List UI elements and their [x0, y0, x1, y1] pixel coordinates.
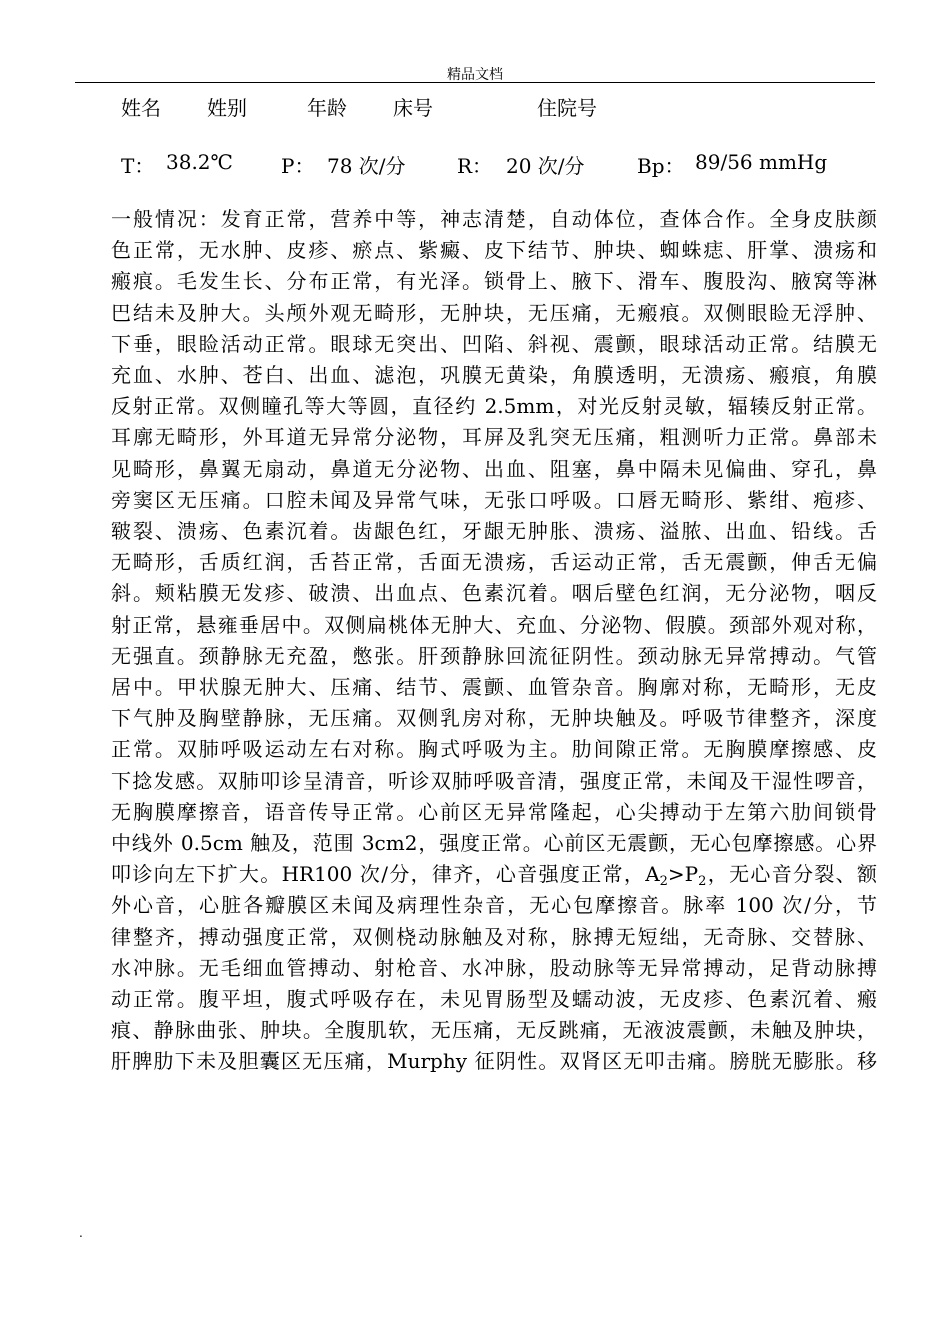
- exam-line: 射正常，悬雍垂居中。双侧扁桃体无肿大、充血、分泌物、假膜。颈部外观对称，: [111, 612, 877, 637]
- exam-line: 动正常。腹平坦，腹式呼吸存在，未见胃肠型及蠕动波，无皮疹、色素沉着、瘢: [111, 987, 877, 1012]
- exam-line: 巴结未及肿大。头颅外观无畸形，无肿块，无压痛，无瘢痕。双侧眼睑无浮肿、: [111, 300, 877, 325]
- heart-line-before: 叩诊向左下扩大。HR100 次/分，律齐，心音强度正常，A: [111, 862, 660, 887]
- admission-number-label: 住院号: [537, 96, 597, 120]
- exam-line: 居中。甲状腺无肿大、压痛、结节、震颤、血管杂音。胸廓对称，无畸形，无皮: [111, 675, 877, 700]
- exam-line: 无畸形，舌质红润，舌苔正常，舌面无溃疡，舌运动正常，舌无震颤，伸舌无偏: [111, 550, 877, 575]
- name-label: 姓名: [121, 96, 161, 120]
- sex-label: 姓别: [207, 96, 247, 120]
- exam-line: 无强直。颈静脉无充盈，憋张。肝颈静脉回流征阴性。颈动脉无异常搏动。气管: [111, 643, 877, 668]
- exam-line: 皲裂、溃疡、色素沉着。齿龈色红，牙龈无肿胀、溃疡、溢脓、出血、铅线。舌: [111, 519, 877, 544]
- exam-line: 见畸形，鼻翼无扇动，鼻道无分泌物、出血、阻塞，鼻中隔未见偏曲、穿孔，鼻: [111, 456, 877, 481]
- exam-line: 一般情况：发育正常，营养中等，神志清楚，自动体位，查体合作。全身皮肤颜: [111, 207, 877, 231]
- heart-line-mid: >P: [667, 862, 699, 887]
- exam-line: 外心音，心脏各瓣膜区未闻及病理性杂音，无心包摩擦音。脉率 100 次/分，节: [111, 893, 877, 918]
- temperature-value: 38.2℃: [166, 150, 233, 174]
- exam-line: 正常。双肺呼吸运动左右对称。胸式呼吸为主。肋间隙正常。无胸膜摩擦感、皮: [111, 737, 877, 762]
- heart-line-after: ，无心音分裂、额: [706, 862, 878, 887]
- blood-pressure-value: 89/56 mmHg: [695, 150, 828, 174]
- exam-line: 旁窦区无压痛。口腔未闻及异常气味，无张口呼吸。口唇无畸形、紫绀、疱疹、: [111, 487, 877, 512]
- exam-line: 斜。颊粘膜无发疹、破溃、出血点、色素沉着。咽后壁色红润，无分泌物，咽反: [111, 581, 877, 606]
- exam-line: 瘢痕。毛发生长、分布正常，有光泽。锁骨上、腋下、滑车、腹股沟、腋窝等淋: [111, 269, 877, 294]
- bed-label: 床号: [393, 96, 433, 120]
- exam-line: 耳廓无畸形，外耳道无异常分泌物，耳屏及乳突无压痛，粗测听力正常。鼻部未: [111, 425, 877, 450]
- exam-line: 下垂，眼睑活动正常。眼球无突出、凹陷、斜视、震颤，眼球活动正常。结膜无: [111, 331, 877, 356]
- footer-dot: .: [79, 1226, 83, 1240]
- vitals-row: [0, 150, 950, 176]
- exam-line: 色正常，无水肿、皮疹、瘀点、紫癜、皮下结节、肿块、蜘蛛痣、肝掌、溃疡和: [111, 238, 877, 263]
- header-divider: [75, 82, 875, 83]
- header-watermark-text: 精品文档: [447, 67, 503, 83]
- pulse-value: 78 次/分: [327, 154, 406, 178]
- exam-line: 反射正常。双侧瞳孔等大等圆，直径约 2.5mm，对光反射灵敏，辐辏反射正常。: [111, 394, 877, 419]
- exam-line-heart-sounds: [111, 859, 877, 890]
- exam-line: 律整齐，搏动强度正常，双侧桡动脉触及对称，脉搏无短绌，无奇脉、交替脉、: [111, 924, 877, 949]
- exam-line: 水冲脉。无毛细血管搏动、射枪音、水冲脉，股动脉等无异常搏动，足背动脉搏: [111, 955, 877, 980]
- heart-line-sub-p: 2: [698, 874, 707, 890]
- exam-line: 下捻发感。双肺叩诊呈清音，听诊双肺呼吸音清，强度正常，未闻及干湿性啰音，: [111, 768, 877, 793]
- respiration-value: 20 次/分: [506, 154, 585, 178]
- exam-line: 中线外 0.5cm 触及，范围 3cm2，强度正常。心前区无震颤，无心包摩擦感。心界: [111, 831, 877, 856]
- patient-info-row: [0, 92, 950, 118]
- exam-line: 痕、静脉曲张、肿块。全腹肌软，无压痛，无反跳痛，无液波震颤，未触及肿块，: [111, 1018, 877, 1043]
- pulse-label: P：: [281, 154, 315, 178]
- exam-line: 肝脾肋下未及胆囊区无压痛，Murphy 征阴性。双肾区无叩击痛。膀胱无膨胀。移: [111, 1049, 877, 1074]
- physical-exam-text: [111, 204, 877, 1078]
- respiration-label: R：: [457, 154, 493, 178]
- age-label: 年龄: [307, 96, 347, 120]
- exam-line: 充血、水肿、苍白、出血、滤泡，巩膜无黄染，角膜透明，无溃疡、瘢痕，角膜: [111, 363, 877, 388]
- temperature-label: T：: [121, 154, 155, 178]
- heart-line-sub-a: 2: [659, 874, 668, 890]
- exam-line: 下气肿及胸壁静脉，无压痛。双侧乳房对称，无肿块触及。呼吸节律整齐，深度: [111, 706, 877, 731]
- blood-pressure-label: Bp：: [637, 154, 685, 178]
- exam-line: 无胸膜摩擦音，语音传导正常。心前区无异常隆起，心尖搏动于左第六肋间锁骨: [111, 799, 877, 824]
